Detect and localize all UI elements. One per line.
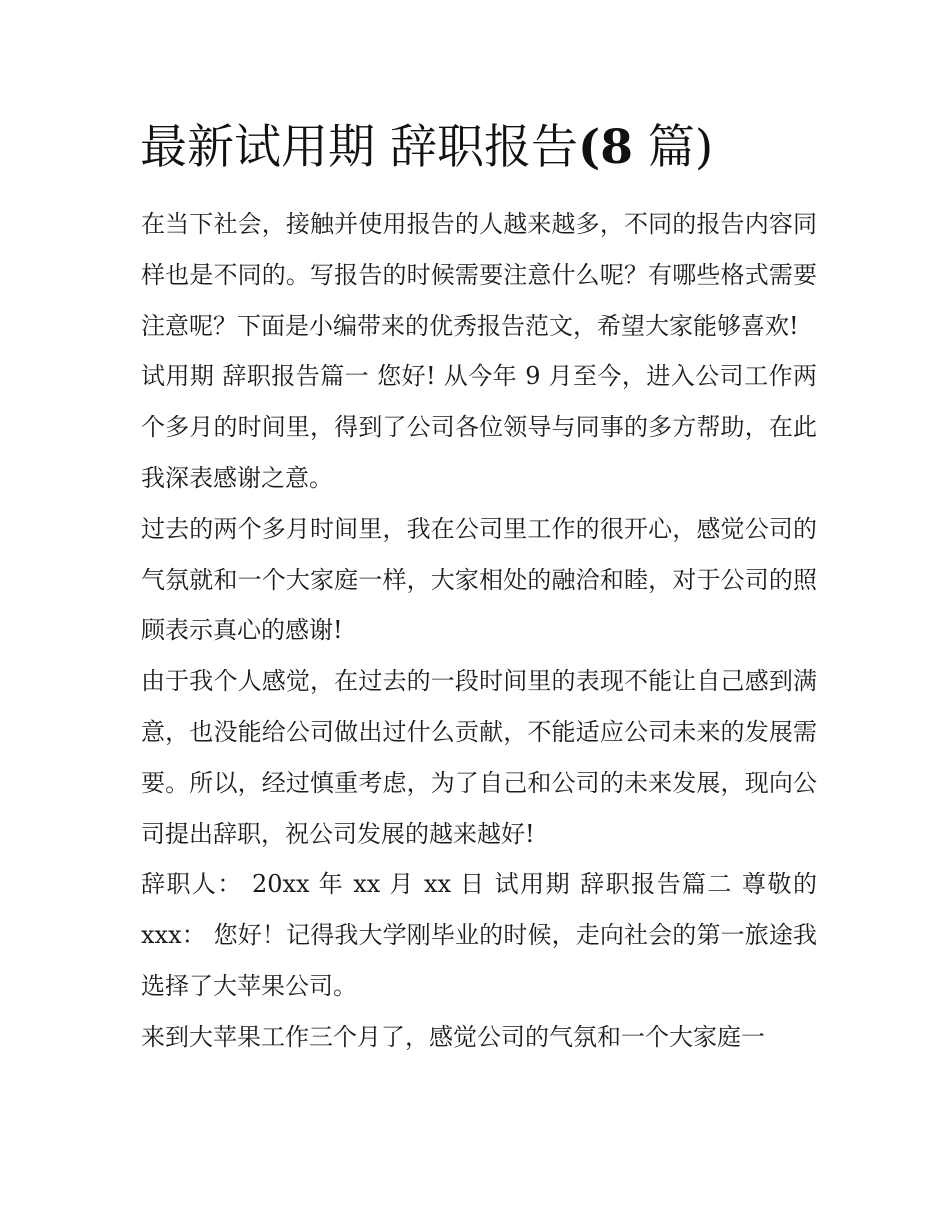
- paragraph-letter-two-opening: 辞职人： 20xx 年 xx 月 xx 日 试用期 辞职报告篇二 尊敬的xxx： 您好！记得我大学刚毕业的时候，走向社会的第一旅途我选择了大苹果公司。: [141, 870, 817, 1000]
- paragraph-letter-one-gratitude: 过去的两个多月时间里，我在公司里工作的很开心，感觉公司的气氛就和一个大家庭一样，大家相处的融洽和睦，对于公司的照顾表示真心的感谢!: [141, 514, 817, 645]
- title-count: (8: [577, 120, 633, 175]
- title-prefix: 最新试用期 辞职报告: [140, 120, 578, 175]
- document-body: [141, 199, 817, 1063]
- paragraph-letter-one-reason: 由于我个人感觉，在过去的一段时间里的表现不能让自己感到满意，也没能给公司做出过什么贡献，不能适应公司未来的发展需要。所以，经过慎重考虑，为了自己和公司的未来发展，现向公司提出辞职，祝公司发展的越来越好!: [141, 667, 817, 848]
- paragraph-intro: 在当下社会，接触并使用报告的人越来越多，不同的报告内容同样也是不同的。写报告的时候需要注意什么呢？有哪些格式需要注意呢？下面是小编带来的优秀报告范文，希望大家能够喜欢!: [141, 210, 817, 340]
- title-suffix: 篇): [632, 120, 714, 175]
- paragraph-letter-one-opening: 试用期 辞职报告篇一 您好! 从今年 9 月至今，进入公司工作两个多月的时间里，得到了公司各位领导与同事的多方帮助，在此我深表感谢之意。: [141, 362, 817, 492]
- document-title: [140, 116, 840, 180]
- paragraph-letter-two-body: 来到大苹果工作三个月了，感觉公司的气氛和一个大家庭一: [141, 1022, 765, 1051]
